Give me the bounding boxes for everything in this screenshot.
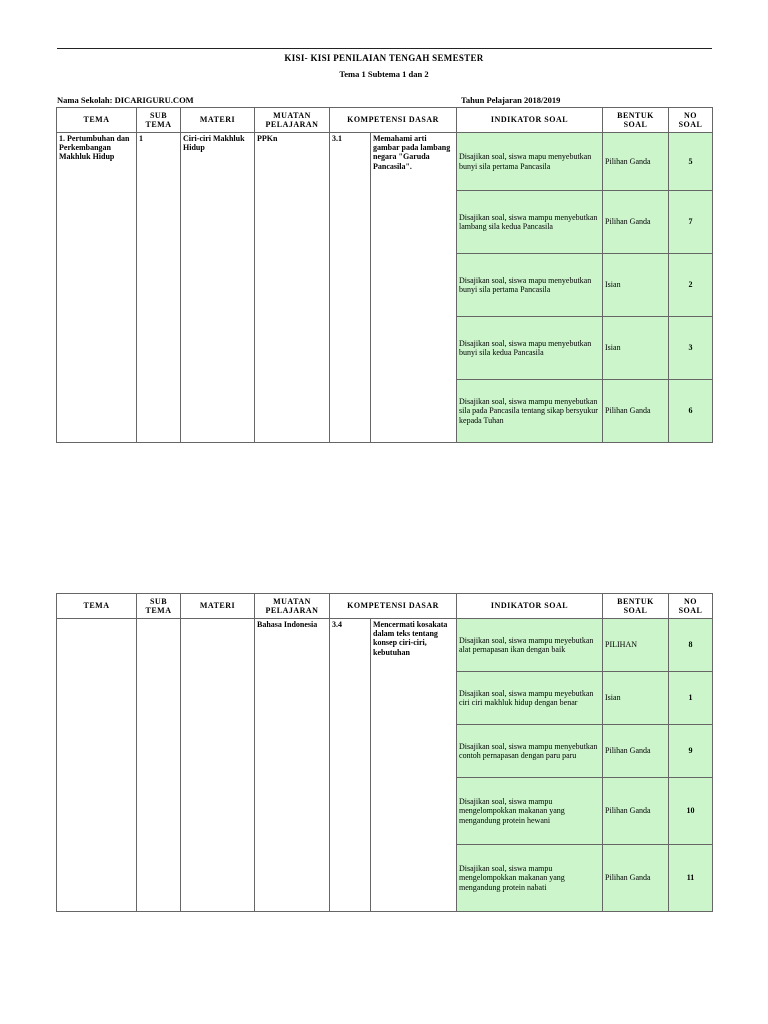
header-bentuk: BENTUK SOAL: [603, 594, 669, 619]
tema-cell: [57, 619, 137, 912]
indikator-cell: Disajikan soal, siswa mampu menyebutkan lambang sila kedua Pancasila: [457, 191, 603, 254]
indikator-cell: Disajikan soal, siswa mampu mengelompokkan makanan yang mengandung protein nabati: [457, 845, 603, 912]
no-soal-cell: 7: [669, 191, 713, 254]
no-soal-cell: 3: [669, 317, 713, 380]
header-materi: MATERI: [181, 594, 255, 619]
no-soal-cell: 11: [669, 845, 713, 912]
bentuk-cell: Pilihan Ganda: [603, 133, 669, 191]
indikator-cell: Disajikan soal, siswa mapu menyebutkan bunyi sila pertama Pancasila: [457, 133, 603, 191]
indikator-cell: Disajikan soal, siswa mapu menyebutkan bunyi sila kedua Pancasila: [457, 317, 603, 380]
indikator-cell: Disajikan soal, siswa mapu menyebutkan bunyi sila pertama Pancasila: [457, 254, 603, 317]
indikator-cell: Disajikan soal, siswa mampu meyebutkan ciri ciri makhluk hidup dengan benar: [457, 672, 603, 725]
bentuk-cell: Pilihan Ganda: [603, 778, 669, 845]
indikator-cell: Disajikan soal, siswa mampu menyebutkan sila pada Pancasila tentang sikap bersyukur kepada Tuhan: [457, 380, 603, 443]
no-soal-cell: 2: [669, 254, 713, 317]
bentuk-cell: Isian: [603, 254, 669, 317]
muatan-cell: PPKn: [255, 133, 330, 443]
assessment-table-2: [56, 593, 713, 912]
assessment-table-1: [56, 107, 713, 443]
materi-cell: Ciri-ciri Makhluk Hidup: [181, 133, 255, 443]
bentuk-cell: Pilihan Ganda: [603, 845, 669, 912]
kd-text-cell: Mencermati kosakata dalam teks tentang konsep ciri-ciri, kebutuhan: [371, 619, 457, 912]
kd-number-cell: 3.4: [330, 619, 371, 912]
bentuk-cell: Pilihan Ganda: [603, 191, 669, 254]
kd-number-cell: 3.1: [330, 133, 371, 443]
bentuk-cell: Pilihan Ganda: [603, 380, 669, 443]
no-soal-cell: 5: [669, 133, 713, 191]
header-indikator: INDIKATOR SOAL: [457, 594, 603, 619]
header-kompetensi-dasar: KOMPETENSI DASAR: [330, 108, 457, 133]
table-row: [57, 619, 713, 672]
no-soal-cell: 1: [669, 672, 713, 725]
indikator-cell: Disajikan soal, siswa mampu mengelompokkan makanan yang mengandung protein hewani: [457, 778, 603, 845]
academic-year: Tahun Pelajaran 2018/2019: [461, 95, 561, 105]
indikator-cell: Disajikan soal, siswa mampu menyebutkan contoh pernapasan dengan paru paru: [457, 725, 603, 778]
no-soal-cell: 6: [669, 380, 713, 443]
header-muatan: MUATAN PELAJARAN: [255, 594, 330, 619]
header-tema: TEMA: [57, 594, 137, 619]
subtema-cell: 1: [137, 133, 181, 443]
header-tema: TEMA: [57, 108, 137, 133]
subtema-cell: [137, 619, 181, 912]
header-muatan: MUATAN PELAJARAN: [255, 108, 330, 133]
header-subtema: SUB TEMA: [137, 108, 181, 133]
materi-cell: [181, 619, 255, 912]
table-row: [57, 133, 713, 191]
tema-cell: 1. Pertumbuhan dan Perkembangan Makhluk Hidup: [57, 133, 137, 443]
bentuk-cell: PILIHAN: [603, 619, 669, 672]
header-bentuk: BENTUK SOAL: [603, 108, 669, 133]
bentuk-cell: Isian: [603, 672, 669, 725]
table-header-row: [57, 108, 713, 133]
bentuk-cell: Isian: [603, 317, 669, 380]
header-materi: MATERI: [181, 108, 255, 133]
header-kompetensi-dasar: KOMPETENSI DASAR: [330, 594, 457, 619]
no-soal-cell: 10: [669, 778, 713, 845]
document-title: KISI- KISI PENILAIAN TENGAH SEMESTER: [284, 53, 484, 63]
bentuk-cell: Pilihan Ganda: [603, 725, 669, 778]
header-no-soal: NO SOAL: [669, 108, 713, 133]
indikator-cell: Disajikan soal, siswa mampu meyebutkan alat pernapasan ikan dengan baik: [457, 619, 603, 672]
muatan-cell: Bahasa Indonesia: [255, 619, 330, 912]
header-no-soal: NO SOAL: [669, 594, 713, 619]
document-subtitle: Tema 1 Subtema 1 dan 2: [339, 69, 429, 79]
no-soal-cell: 9: [669, 725, 713, 778]
kd-text-cell: Memahami arti gambar pada lambang negara "Garuda Pancasila".: [371, 133, 457, 443]
no-soal-cell: 8: [669, 619, 713, 672]
school-name: Nama Sekolah: DICARIGURU.COM: [57, 95, 194, 105]
header-indikator: INDIKATOR SOAL: [457, 108, 603, 133]
table-header-row: [57, 594, 713, 619]
page-top-rule: [57, 48, 712, 49]
header-subtema: SUB TEMA: [137, 594, 181, 619]
